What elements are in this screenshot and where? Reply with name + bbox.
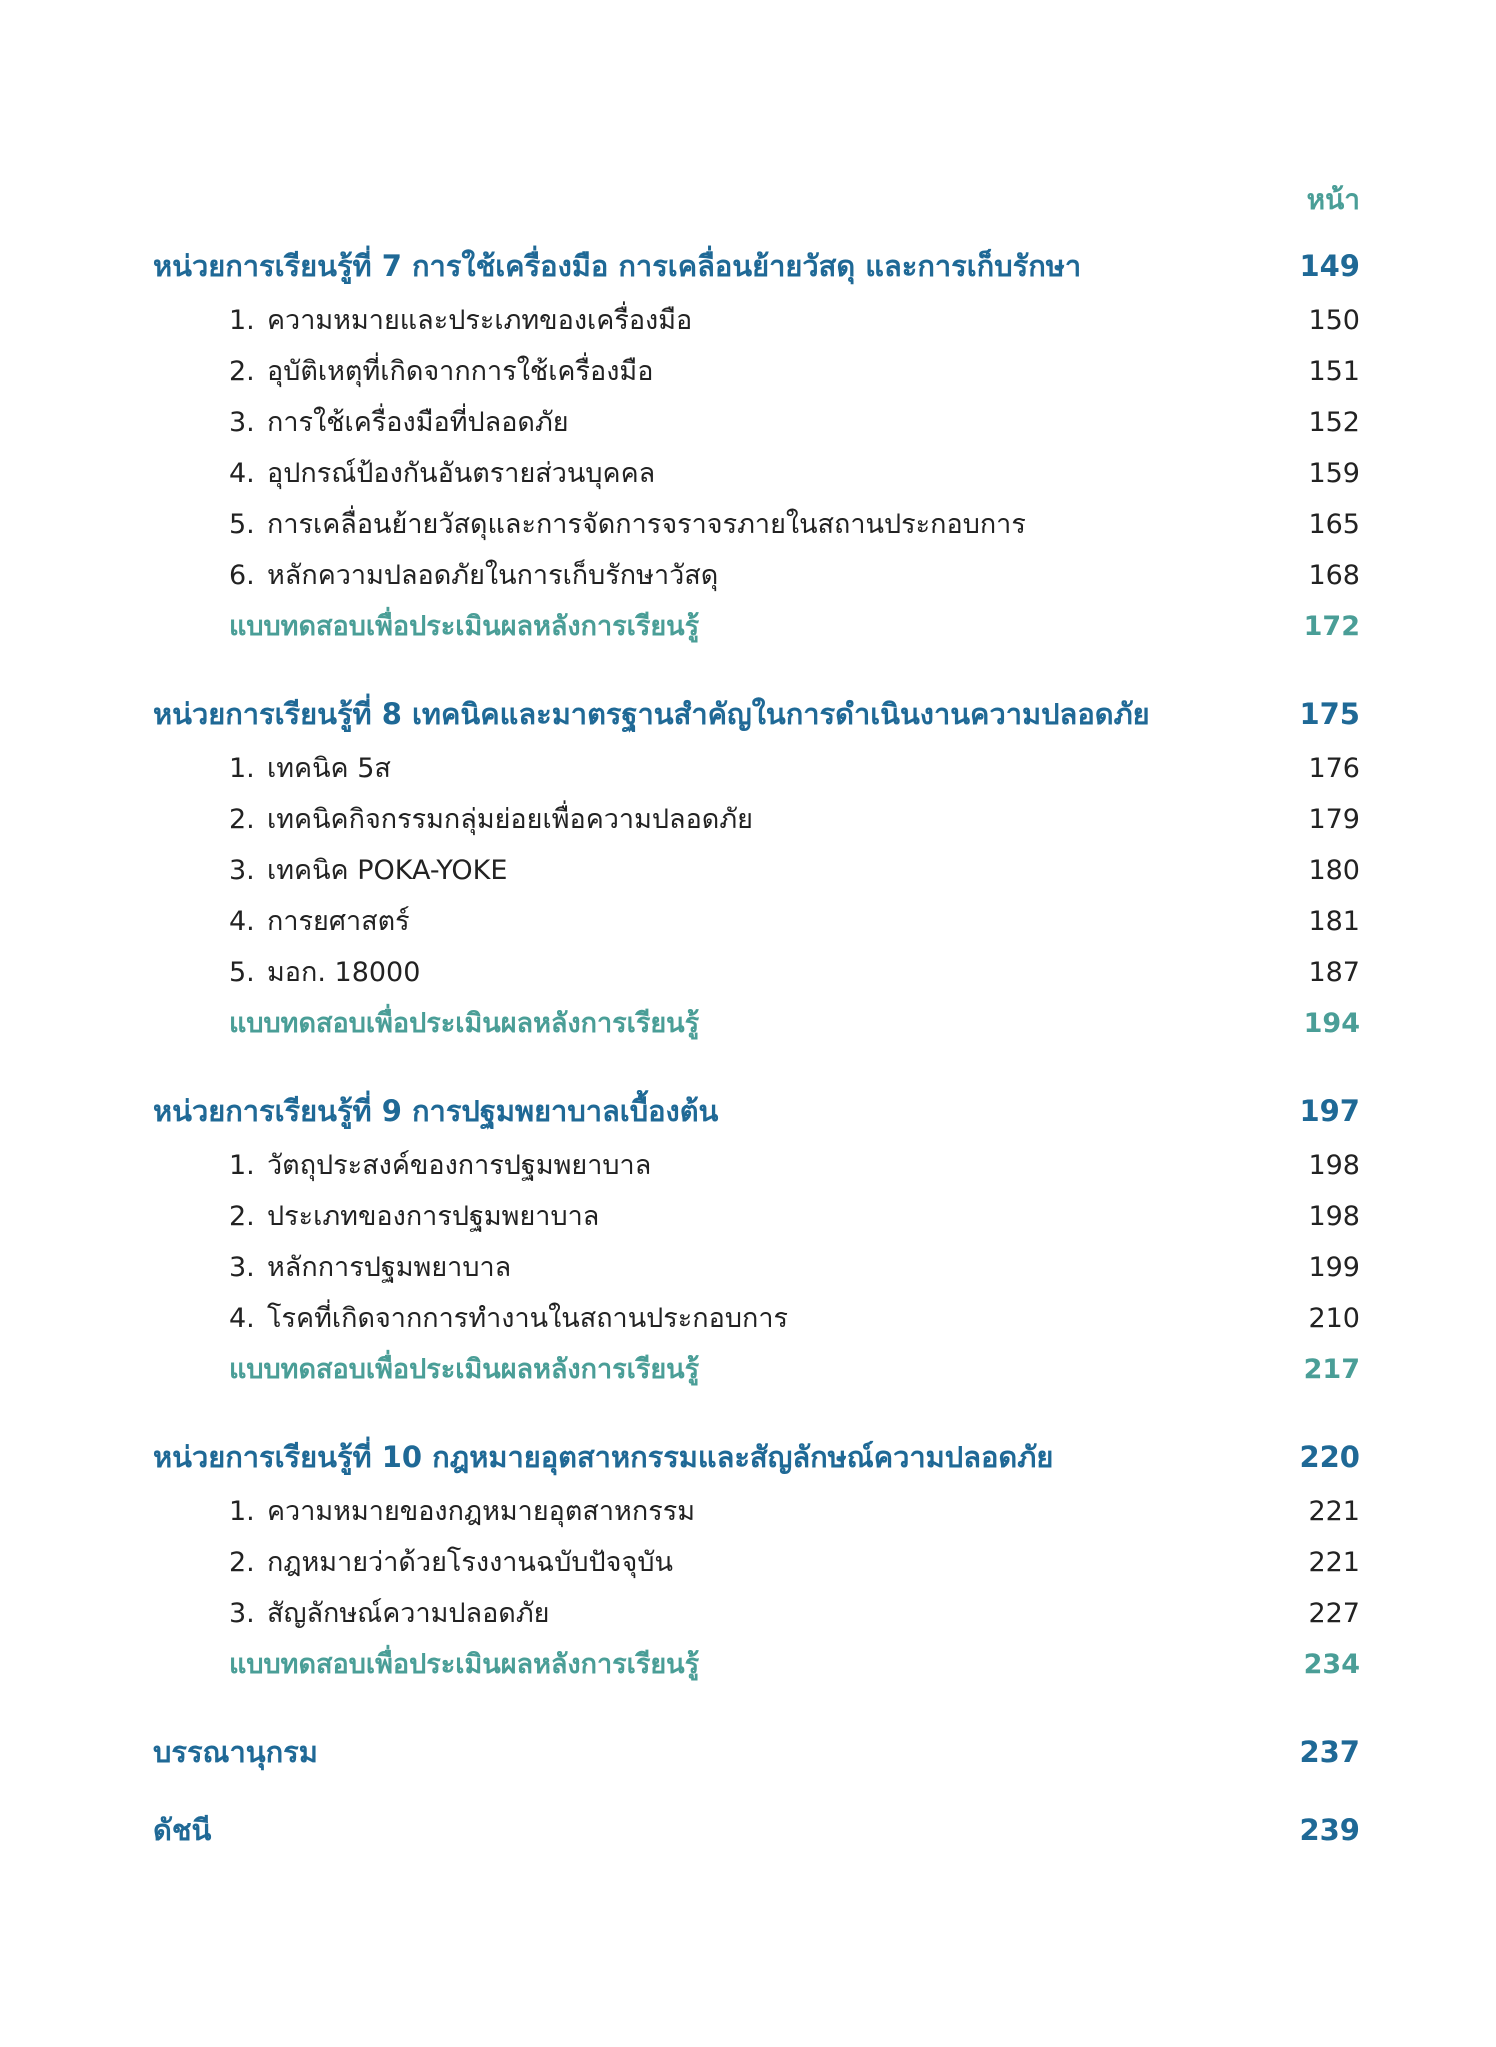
toc-item-number: 3. [229, 855, 255, 886]
unit-title-entry[interactable] [153, 1429, 1360, 1486]
page-column-label: หน้า [1306, 183, 1360, 216]
toc-item-page-number: 165 [1308, 509, 1360, 540]
toc-item-label: วัตถุประสงค์ของการปฐมพยาบาล [267, 1150, 652, 1181]
bibliography-page-number: 237 [1299, 1735, 1360, 1769]
toc-item-number: 2. [229, 356, 255, 387]
toc-item-page-number: 199 [1308, 1252, 1360, 1283]
toc-item-number: 5. [229, 509, 255, 540]
unit-title: หน่วยการเรียนรู้ที่ 10 กฎหมายอุตสาหกรรมและสัญลักษณ์ความปลอดภัย [153, 1440, 1054, 1474]
toc-item-page-number: 181 [1308, 906, 1360, 937]
toc-item-number: 4. [229, 906, 255, 937]
table-of-contents [153, 238, 1360, 1880]
unit-title: หน่วยการเรียนรู้ที่ 9 การปฐมพยาบาลเบื้องต้น [153, 1094, 719, 1128]
unit-page-number: 220 [1299, 1440, 1360, 1474]
toc-item-label: การใช้เครื่องมือที่ปลอดภัย [267, 407, 569, 438]
toc-item-page-number: 179 [1308, 804, 1360, 835]
toc-item-page-number: 187 [1308, 957, 1360, 988]
toc-item-label: ประเภทของการปฐมพยาบาล [267, 1201, 600, 1232]
toc-item-text [229, 1486, 695, 1537]
toc-item-label: เทคนิค POKA-YOKE [267, 855, 508, 886]
toc-item[interactable] [153, 896, 1360, 947]
test-page-number: 194 [1303, 1008, 1360, 1039]
test-label: แบบทดสอบเพื่อประเมินผลหลังการเรียนรู้ [229, 611, 700, 642]
toc-item-page-number: 150 [1308, 305, 1360, 336]
toc-item-text [229, 397, 569, 448]
test-page-number: 172 [1303, 611, 1360, 642]
toc-item-text [229, 845, 507, 896]
toc-item-text [229, 743, 391, 794]
toc-item-number: 1. [229, 1150, 255, 1181]
toc-item-label: หลักความปลอดภัยในการเก็บรักษาวัสดุ [267, 560, 719, 591]
toc-item-page-number: 152 [1308, 407, 1360, 438]
toc-item-number: 6. [229, 560, 255, 591]
unit-page-number: 149 [1299, 249, 1360, 283]
test-page-number: 234 [1303, 1649, 1360, 1680]
unit-page-number: 197 [1299, 1094, 1360, 1128]
index-page-number: 239 [1299, 1813, 1360, 1847]
toc-item-label: สัญลักษณ์ความปลอดภัย [267, 1598, 550, 1629]
toc-item-text [229, 794, 753, 845]
toc-item-text [229, 499, 1026, 550]
toc-test-entry[interactable] [153, 1344, 1360, 1395]
toc-item-number: 2. [229, 804, 255, 835]
toc-item-text [229, 896, 410, 947]
toc-item-text [229, 346, 653, 397]
toc-item-label: กฎหมายว่าด้วยโรงงานฉบับปัจจุบัน [267, 1547, 673, 1578]
toc-item-number: 4. [229, 1303, 255, 1334]
toc-item-number: 1. [229, 753, 255, 784]
toc-item[interactable] [153, 794, 1360, 845]
test-label: แบบทดสอบเพื่อประเมินผลหลังการเรียนรู้ [229, 1008, 700, 1039]
toc-item[interactable] [153, 397, 1360, 448]
toc-item-number: 5. [229, 957, 255, 988]
toc-item-label: การยศาสตร์ [267, 906, 410, 937]
bibliography-label: บรรณานุกรม [153, 1735, 318, 1769]
unit-title-entry[interactable] [153, 686, 1360, 743]
toc-item-label: เทคนิค 5ส [267, 753, 391, 784]
toc-item[interactable] [153, 550, 1360, 601]
toc-item[interactable] [153, 743, 1360, 794]
toc-item-text [229, 1191, 599, 1242]
toc-item-label: เทคนิคกิจกรรมกลุ่มย่อยเพื่อความปลอดภัย [267, 804, 753, 835]
toc-item[interactable] [153, 1588, 1360, 1639]
toc-item-number: 1. [229, 1496, 255, 1527]
toc-item[interactable] [153, 1293, 1360, 1344]
unit-title: หน่วยการเรียนรู้ที่ 7 การใช้เครื่องมือ การเคลื่อนย้ายวัสดุ และการเก็บรักษา [153, 249, 1082, 283]
toc-item-page-number: 159 [1308, 458, 1360, 489]
toc-item-label: ความหมายของกฎหมายอุตสาหกรรม [267, 1496, 696, 1527]
toc-item-text [229, 550, 718, 601]
index-label: ดัชนี [153, 1813, 212, 1847]
toc-test-entry[interactable] [153, 1639, 1360, 1690]
unit-title: หน่วยการเรียนรู้ที่ 8 เทคนิคและมาตรฐานสำคัญในการดำเนินงานความปลอดภัย [153, 697, 1150, 731]
toc-unit [153, 686, 1360, 1049]
toc-unit [153, 1083, 1360, 1395]
toc-item-text [229, 1537, 673, 1588]
toc-item-page-number: 176 [1308, 753, 1360, 784]
toc-item[interactable] [153, 845, 1360, 896]
toc-item-number: 4. [229, 458, 255, 489]
toc-item-page-number: 198 [1308, 1150, 1360, 1181]
unit-title-entry[interactable] [153, 1083, 1360, 1140]
toc-item-label: ความหมายและประเภทของเครื่องมือ [267, 305, 693, 336]
toc-item-label: โรคที่เกิดจากการทำงานในสถานประกอบการ [267, 1303, 789, 1334]
toc-item-text [229, 1140, 651, 1191]
toc-item-label: มอก. 18000 [267, 957, 421, 988]
toc-item-page-number: 151 [1308, 356, 1360, 387]
toc-item-number: 3. [229, 1252, 255, 1283]
toc-item[interactable] [153, 499, 1360, 550]
toc-item-label: หลักการปฐมพยาบาล [267, 1252, 512, 1283]
toc-item[interactable] [153, 448, 1360, 499]
toc-item-number: 1. [229, 305, 255, 336]
unit-title-entry[interactable] [153, 238, 1360, 295]
toc-item-text [229, 1293, 788, 1344]
test-page-number: 217 [1303, 1354, 1360, 1385]
toc-item[interactable] [153, 295, 1360, 346]
toc-item-page-number: 221 [1308, 1496, 1360, 1527]
toc-item-number: 2. [229, 1547, 255, 1578]
toc-item-page-number: 168 [1308, 560, 1360, 591]
toc-item-number: 2. [229, 1201, 255, 1232]
toc-item-label: การเคลื่อนย้ายวัสดุและการจัดการจราจรภายในสถานประกอบการ [267, 509, 1026, 540]
toc-item-label: อุบัติเหตุที่เกิดจากการใช้เครื่องมือ [267, 356, 654, 387]
toc-item-page-number: 221 [1308, 1547, 1360, 1578]
index-entry[interactable] [153, 1802, 1360, 1859]
toc-item-text [229, 295, 692, 346]
test-label: แบบทดสอบเพื่อประเมินผลหลังการเรียนรู้ [229, 1354, 700, 1385]
toc-item-label: อุปกรณ์ป้องกันอันตรายส่วนบุคคล [267, 458, 656, 489]
toc-item-text [229, 947, 420, 998]
bibliography-entry[interactable] [153, 1724, 1360, 1781]
toc-item[interactable] [153, 1486, 1360, 1537]
toc-item-text [229, 1242, 511, 1293]
test-label: แบบทดสอบเพื่อประเมินผลหลังการเรียนรู้ [229, 1649, 700, 1680]
toc-item-text [229, 448, 655, 499]
toc-item-page-number: 210 [1308, 1303, 1360, 1334]
toc-unit [153, 1429, 1360, 1690]
unit-page-number: 175 [1299, 697, 1360, 731]
toc-item-page-number: 198 [1308, 1201, 1360, 1232]
toc-item-page-number: 227 [1308, 1598, 1360, 1629]
toc-item[interactable] [153, 947, 1360, 998]
toc-item[interactable] [153, 1537, 1360, 1588]
toc-item[interactable] [153, 1140, 1360, 1191]
toc-item-number: 3. [229, 1598, 255, 1629]
toc-test-entry[interactable] [153, 998, 1360, 1049]
toc-item[interactable] [153, 1191, 1360, 1242]
toc-item[interactable] [153, 1242, 1360, 1293]
toc-item[interactable] [153, 346, 1360, 397]
toc-test-entry[interactable] [153, 601, 1360, 652]
toc-item-text [229, 1588, 549, 1639]
toc-unit [153, 238, 1360, 652]
toc-item-page-number: 180 [1308, 855, 1360, 886]
toc-item-number: 3. [229, 407, 255, 438]
